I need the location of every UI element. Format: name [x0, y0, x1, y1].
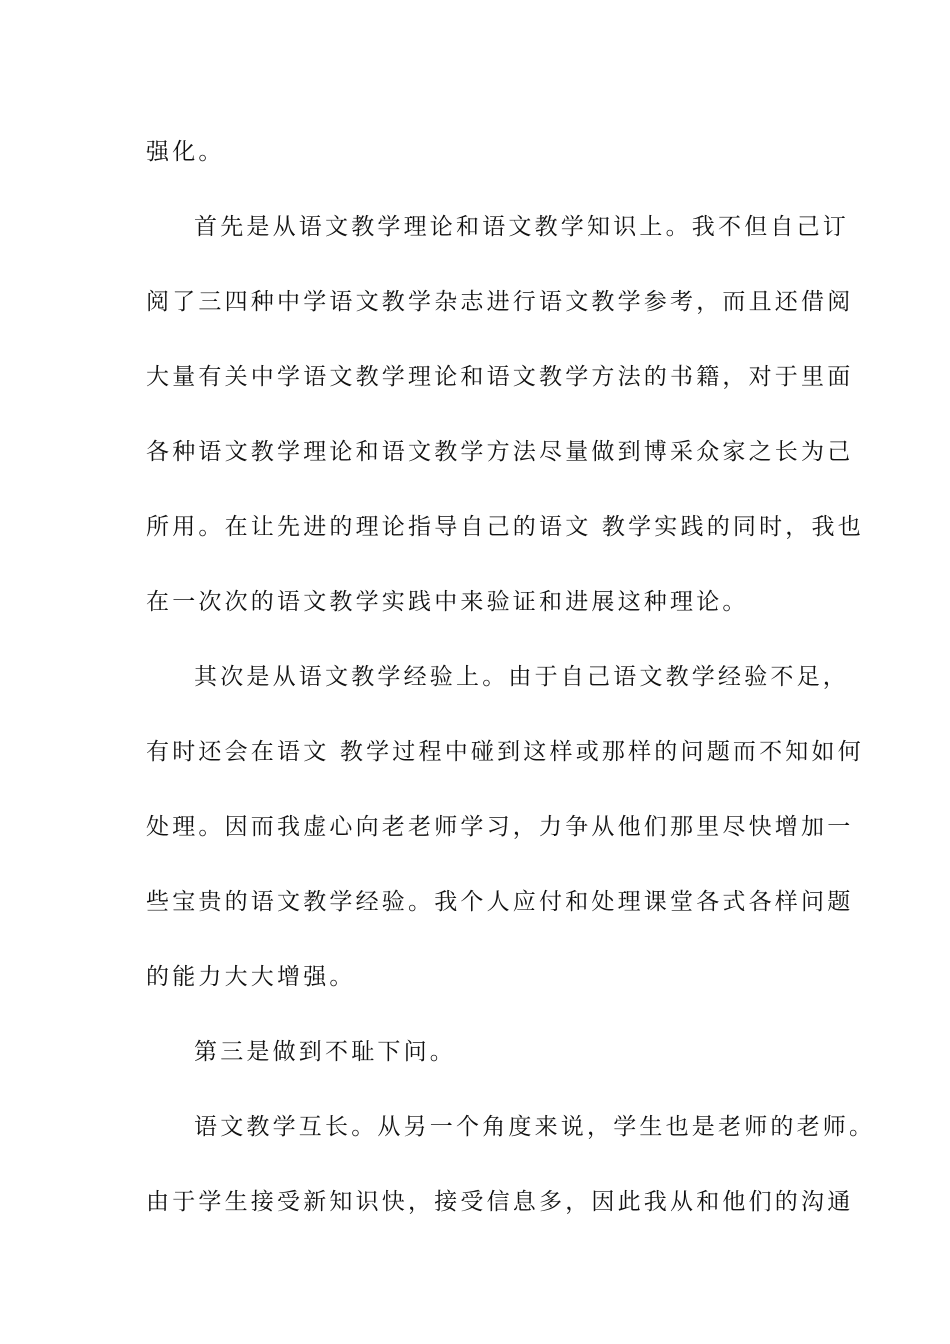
paragraph-first-line: 第三是做到不耻下问。: [194, 1039, 456, 1065]
text-line: 在一次次的语文教学实践中来验证和进展这种理论。: [146, 589, 749, 615]
paragraph-first-line: 首先是从语文教学理论和语文教学知识上。我不但自己订: [194, 214, 849, 240]
text-line: 些宝贵的语文教学经验。我个人应付和处理课堂各式各样问题: [146, 889, 854, 915]
text-line: 有时还会在语文 教学过程中碰到这样或那样的问题而不知如何: [146, 739, 864, 765]
text-line: 由于学生接受新知识快，接受信息多，因此我从和他们的沟通: [146, 1189, 854, 1215]
paragraph-first-line: 其次是从语文教学经验上。由于自己语文教学经验不足，: [194, 664, 849, 690]
text-line: 的能力大大增强。: [146, 964, 356, 990]
text-line: 处理。因而我虚心向老老师学习，力争从他们那里尽快增加一: [146, 814, 854, 840]
text-line: 强化。: [146, 139, 225, 165]
paragraph-first-line: 语文教学互长。从另一个角度来说，学生也是老师的老师。: [194, 1114, 876, 1140]
text-line: 各种语文教学理论和语文教学方法尽量做到博采众家之长为己: [146, 439, 854, 465]
text-line: 所用。在让先进的理论指导自己的语文 教学实践的同时，我也: [146, 514, 864, 540]
text-line: 阅了三四种中学语文教学杂志进行语文教学参考，而且还借阅: [146, 289, 854, 315]
text-line: 大量有关中学语文教学理论和语文教学方法的书籍，对于里面: [146, 364, 854, 390]
